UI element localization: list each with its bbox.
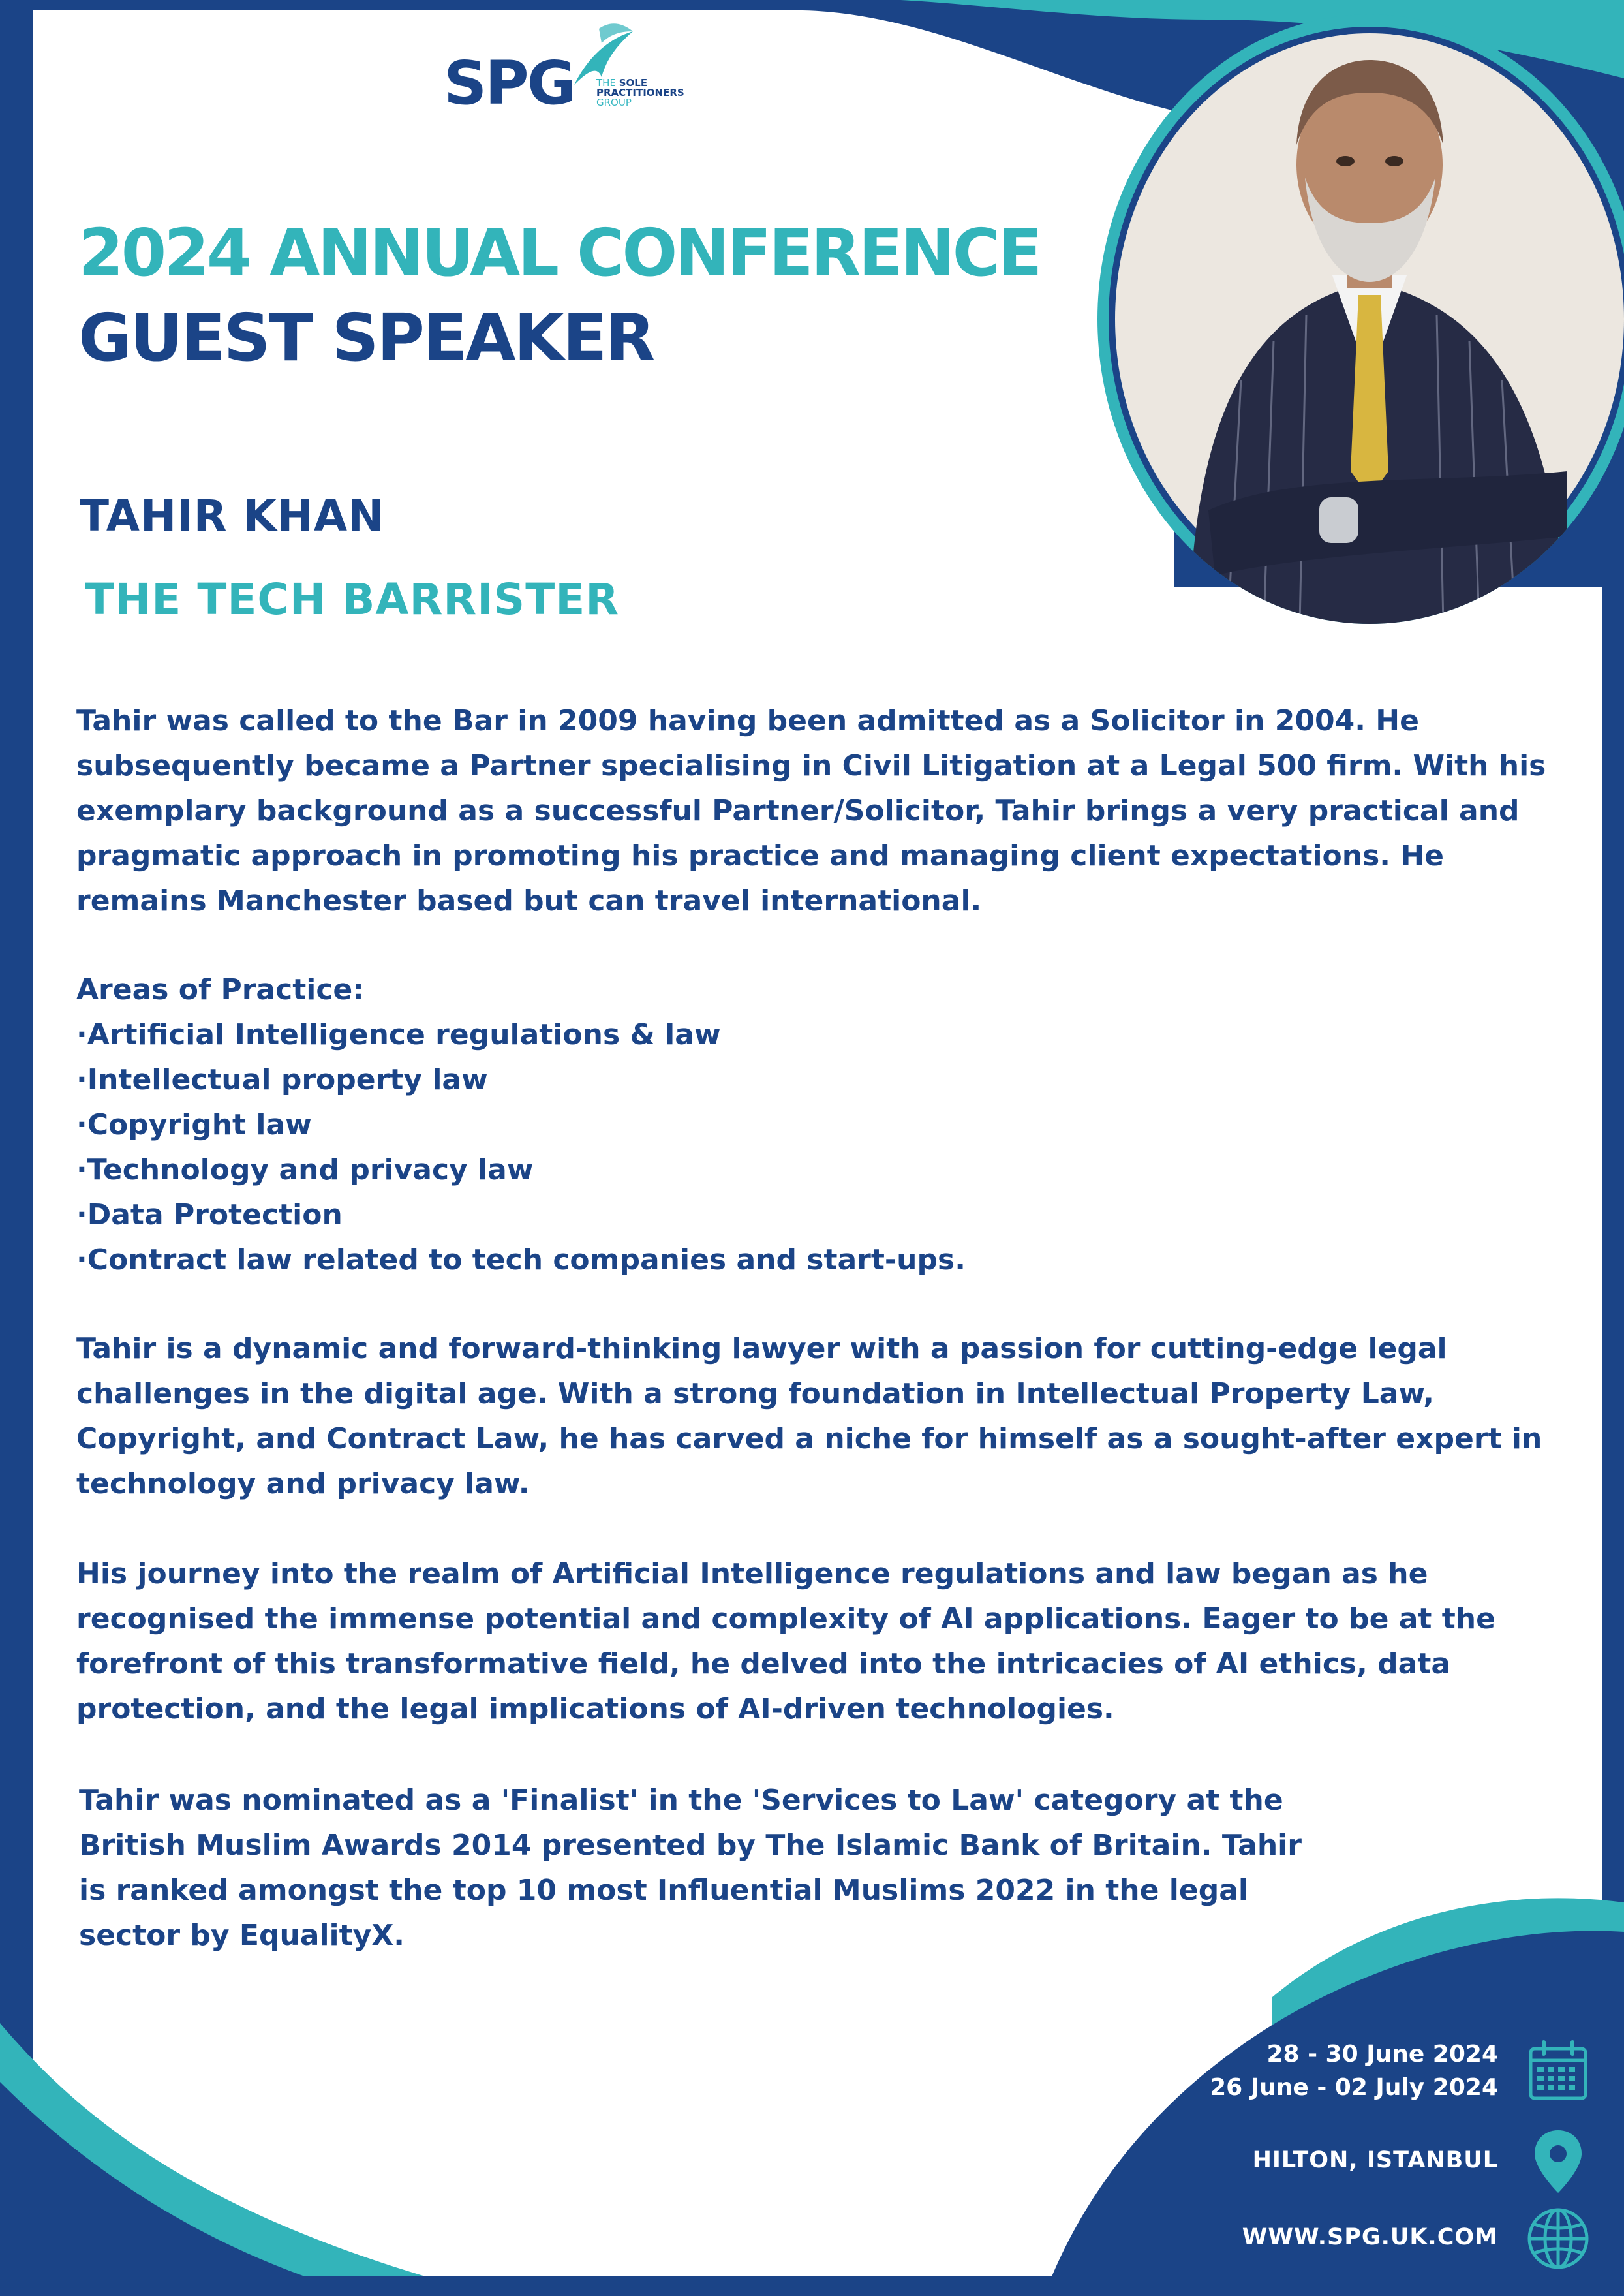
list-item: ·Contract law related to tech companies and start-ups. — [76, 1243, 966, 1277]
list-item: ·Copyright law — [76, 1108, 312, 1141]
spg-logo — [444, 20, 718, 124]
logo-tagline — [596, 78, 684, 108]
speaker-photo — [1097, 14, 1624, 624]
logo-line-3: GROUP — [596, 97, 632, 108]
list-item: ·Intellectual property law — [76, 1063, 488, 1096]
speaker-name: TAHIR KHAN — [80, 491, 385, 541]
bio-paragraph-3: His journey into the realm of Artificial Intelligence regulations and law began as he recognised the immense potential and complexity of AI applications. Eager to be at the forefront of this transformative field, he delved into the intricacies of AI ethics, data protection, and the legal implications of AI-driven technologies. — [76, 1557, 1495, 1726]
guest-speaker-title: GUEST SPEAKER — [78, 300, 654, 376]
areas-of-practice — [76, 967, 1557, 1282]
bio-intro: Tahir was called to the Bar in 2009 having been admitted as a Solicitor in 2004. He subsequently became a Partner specialising in Civil Litigation at a Legal 500 firm. With his exemplary background as a successful Partner/Solicitor, Tahir brings a very practical and pragmatic approach in promoting his practice and managing client expectations. He remains Manchester based but can travel international. — [76, 704, 1546, 918]
list-item: ·Artificial Intelligence regulations & law — [76, 1018, 721, 1051]
event-venue: HILTON, ISTANBUL — [1252, 2147, 1498, 2173]
event-website[interactable]: WWW.SPG.UK.COM — [1242, 2224, 1498, 2250]
event-date-secondary: 26 June - 02 July 2024 — [1210, 2074, 1498, 2101]
logo-line-1-bold: SOLE — [619, 77, 648, 89]
logo-line-2: PRACTITIONERS — [596, 87, 684, 99]
list-item: ·Technology and privacy law — [76, 1153, 534, 1187]
logo-line-1: THE — [596, 77, 616, 89]
areas-heading: Areas of Practice: — [76, 973, 364, 1006]
event-date-primary: 28 - 30 June 2024 — [1266, 2041, 1498, 2068]
speaker-role: THE TECH BARRISTER — [85, 574, 620, 625]
bio-paragraph-4: Tahir was nominated as a 'Finalist' in the 'Services to Law' category at the British Muslim Awards 2014 presented by The Islamic Bank of Britain. Tahir is ranked amongst the top 10 most Influential Muslims 2022 in the legal sector by EqualityX. — [79, 1784, 1302, 1952]
list-item: ·Data Protection — [76, 1198, 343, 1232]
globe-icon — [1525, 2206, 1591, 2271]
logo-wordmark: SPG — [444, 48, 575, 118]
conference-title: 2024 ANNUAL CONFERENCE — [78, 215, 1040, 291]
location-pin-icon — [1532, 2129, 1584, 2194]
bio-paragraph-2: Tahir is a dynamic and forward-thinking lawyer with a passion for cutting-edge legal challenges in the digital age. With a strong foundation in Intellectual Property Law, Copyright, and Contract Law, he has carved a niche for himself as a sought-after expert in technology and privacy law. — [76, 1332, 1542, 1500]
calendar-icon — [1527, 2040, 1589, 2102]
